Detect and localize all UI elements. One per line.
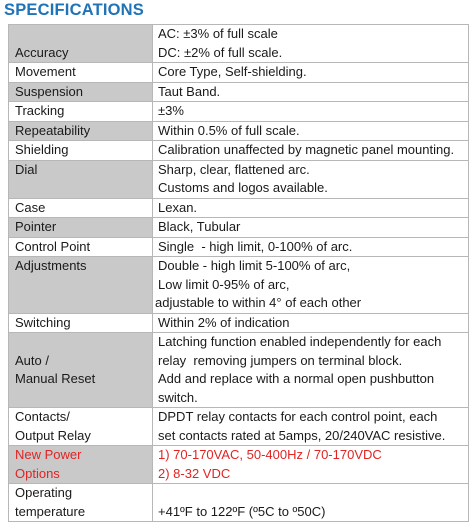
table-row [9,160,469,198]
spec-value: Lexan. [153,198,469,218]
spec-value: Calibration unaffected by magnetic panel mounting. [153,141,469,161]
specifications-table [8,24,469,522]
spec-label: Movement [9,63,153,83]
spec-value: +41ºF to 122ºF (º5C to º50C) [153,484,469,522]
spec-value: Latching function enabled independently for each relay removing jumpers on terminal block. Add and replace with a normal open pushbutton switch. [153,333,469,408]
table-row [9,446,469,484]
spec-value: AC: ±3% of full scale DC: ±2% of full scale. [153,25,469,63]
spec-value-power-options: 1) 70-170VAC, 50-400Hz / 70-170VDC 2) 8-32 VDC [153,446,469,484]
spec-label: Auto / Manual Reset [9,333,153,408]
spec-label [9,25,153,63]
spec-label: Tracking [9,102,153,122]
label-accuracy: Accuracy [15,44,69,60]
spec-value: Double - high limit 5-100% of arc, Low limit 0-95% of arc, adjustable to within 4° of each other [153,257,469,314]
spec-label: Case [9,198,153,218]
spec-label: Adjustments [9,257,153,314]
page-title: SPECIFICATIONS [4,1,145,19]
table-row [9,333,469,408]
spec-label: Dial [9,160,153,198]
spec-value: Sharp, clear, flattened arc. Customs and logos available. [153,160,469,198]
table-row [9,25,469,63]
table-row [9,82,469,102]
spec-value: Black, Tubular [153,218,469,238]
spec-value: ±3% [153,102,469,122]
spec-label: Suspension [9,82,153,102]
spec-value: Core Type, Self-shielding. [153,63,469,83]
table-row [9,63,469,83]
table-row [9,218,469,238]
table-row [9,313,469,333]
table-row [9,408,469,446]
table-row [9,102,469,122]
spec-label: Repeatability [9,121,153,141]
spec-value: Single - high limit, 0-100% of arc. [153,237,469,257]
spec-label-new-power-options: New Power Options [9,446,153,484]
table-row [9,257,469,314]
spec-label: Pointer [9,218,153,238]
spec-value: DPDT relay contacts for each control point, each set contacts rated at 5amps, 20/240VAC resistive. [153,408,469,446]
spec-label: Switching [9,313,153,333]
table-row [9,484,469,522]
table-row [9,121,469,141]
table-row [9,198,469,218]
spec-value: Within 0.5% of full scale. [153,121,469,141]
spec-label: Contacts/ Output Relay [9,408,153,446]
spec-label: Control Point [9,237,153,257]
table-row [9,141,469,161]
spec-label: Operating temperature [9,484,153,522]
spec-value: Taut Band. [153,82,469,102]
table-row [9,237,469,257]
spec-value: Within 2% of indication [153,313,469,333]
spec-label: Shielding [9,141,153,161]
